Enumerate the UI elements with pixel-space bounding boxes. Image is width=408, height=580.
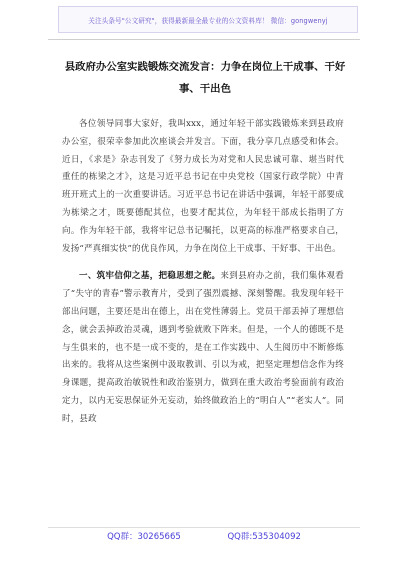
header-banner [58,6,358,33]
footer-qq-group-1[interactable]: QQ群：30265665 [107,532,181,542]
section1-text: 来到县府办之前，我们集体观看了“失守的青春”警示教育片，受到了强烈震撼、深刻警醒。我发现年轻干部出问题，主要还是出在德上，出在党性薄弱上。党员干部丢掉了理想信念，就会丢掉政治灵魂，遇到考验就败下阵来。但是，一个人的德既不是与生俱来的，也不是一成不变的，是在工作实践中、人生阅历中不断修炼出来的。我将从这些案例中汲取教训、引以为戒，把坚定理想信念作为终身课题，提高政治敏锐性和政治鉴别力，做到在重大政治考验面前有政治定力，以内无妄思保证外无妄动，始终做政治上的“明白人”“老实人”。同时，县政 [62,271,344,424]
footer-divider [48,527,360,528]
header-banner-text: 关注头条号"公文研究"，获得最新最全最专业的公文资料库！ 微信：gongwenyj [88,16,328,25]
section1-heading: 一、筑牢信仰之基，把稳思想之舵。 [79,271,221,282]
footer [0,530,408,542]
document-title-line2: 事、干出色 [179,83,231,95]
header-divider [48,39,360,40]
paragraph-intro: 各位领导同事大家好，我叫xxx，通过年轻干部实践锻炼来到县政府办公室，很荣幸参加此次座谈会并发言。下面，我分享几点感受和体会。近日，《求是》杂志刊发了《努力成长为对党和人民忠诚可靠、堪当时代重任的栋梁之才》，这是习近平总书记在中央党校（国家行政学院）中青班开班式上的一次重要讲话。习近平总书记在讲话中强调，年轻干部要成为栋梁之才，既要德配其位，也要才配其位，为年轻干部成长指明了方向。作为年轻干部，我将牢记总书记嘱托，以更高的标准严格要求自己，发扬“严真细实快”的优良作风，力争在岗位上干成事、干好事、干出色。 [62,119,344,254]
paragraph-section1 [62,268,344,428]
document-title [55,56,355,100]
document-title-line1: 县政府办公室实践锻炼交流发言：力争在岗位上干成事、干好 [64,61,346,73]
document-body [62,116,344,429]
footer-qq-group-2[interactable]: QQ群:535304092 [227,532,301,542]
